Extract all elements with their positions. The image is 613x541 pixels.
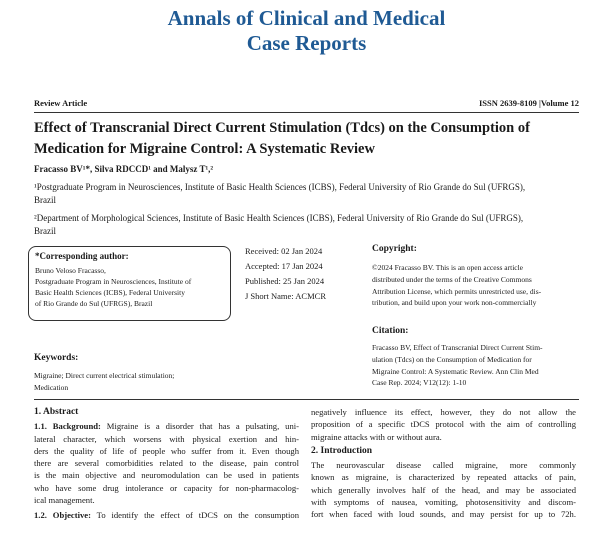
introduction-line5: fort when faced with loud sounds, and may persist for up to 72h. [311,509,576,520]
issn-volume: ISSN 2639-8109 |Volume 12 [478,98,579,108]
corresponding-author-line3: Basic Health Sciences (ICBS), Federal University [35,288,185,297]
paper-title-line1: Effect of Transcranial Direct Current Stimulation (Tdcs) on the Consumption of [34,120,530,136]
article-dates [245,244,326,304]
accepted-date: Accepted: 17 Jan 2024 [245,261,323,271]
objective-text1: To identify the effect of tDCS on the consumption [90,510,300,521]
citation-line2: ulation (Tdcs) on the Consumption of Medication for [372,354,532,364]
corresponding-author-box [28,246,231,321]
citation-line3: Migraine Control: A Systematic Review. Ann Clin Med [372,366,539,376]
journal-title [0,6,613,56]
affiliation-1-line1: ¹Postgraduate Program in Neurosciences, Institute of Basic Health Sciences (ICBS), Federal University of Rio Grande do Sul (UFRGS), [34,182,526,192]
published-date: Published: 25 Jan 2024 [245,276,325,286]
keywords-line1: Migraine; Direct current electrical stimulation; [34,371,175,380]
background-line4: there are several comorbidities related to the disease, pain control [34,458,299,469]
paper-title-line2: Medication for Migraine Control: A Systematic Review [34,141,375,157]
corresponding-author-heading: *Corresponding author: [35,251,129,261]
meta-row [34,98,579,112]
introduction-heading: 2. Introduction [311,445,373,456]
left-column [34,406,299,522]
introduction-line2: known as migraine, is characterized by repeated attacks of pain, [311,472,576,483]
right-line2: proposition of a specific tDCS protocol with the aim of controlling [311,419,576,430]
background-line5: is the main objective and neuromodulation can be used in patients [34,470,299,481]
right-column [311,406,576,521]
introduction-line3: which generally involves half of the head, and may be associated [311,484,576,495]
keywords-heading: Keywords: [34,353,79,363]
citation-line1: Fracasso BV, Effect of Transcranial Direct Current Stim- [372,343,543,352]
copyright-line4: tribution, and build upon your work non-commercially [372,298,537,308]
introduction-line1: The neurovascular disease called migraine, more commonly [311,460,576,471]
corresponding-author-line4: of Rio Grande do Sul (UFRGS), Brazil [35,299,153,308]
article-type: Review Article [34,98,88,108]
affiliation-1 [34,181,579,207]
background-label: 1.1. Background: [34,421,101,432]
right-line1: negatively influence its effect, however, they do not allow the [311,407,576,417]
copyright-line1: ©2024 Fracasso BV. This is an open access article [372,263,524,272]
keywords-text [34,370,174,393]
objective-label: 1.2. Objective: [34,510,91,521]
background-line1 [34,420,299,432]
background-text1: Migraine is a disorder that has a pulsating, uni- [100,421,299,432]
abstract-heading: 1. Abstract [34,407,79,417]
background-line6: who have some drug intolerance or capacity for non-pharmacolog- [34,482,299,493]
affiliation-1-line2: Brazil [34,195,56,205]
corresponding-author-line1: Bruno Veloso Fracasso, [35,266,106,275]
journal-title-line2: Case Reports [246,31,367,55]
received-date: Received: 02 Jan 2024 [245,246,323,256]
journal-short-name: J Short Name: ACMCR [245,291,326,301]
section-divider [34,399,579,400]
journal-title-line1: Annals of Clinical and Medical [167,6,446,30]
background-line3: ders the quality of life of people who suffer from it. Even though [34,445,299,456]
affiliation-2-line2: Brazil [34,226,56,236]
citation-heading: Citation: [372,326,409,336]
paper-title [34,118,579,160]
copyright-text [372,262,582,309]
background-line7: ical management. [34,495,95,506]
affiliation-2 [34,212,579,238]
introduction-line4: with symptoms of nausea, vomiting, photosensitivity and discom- [311,497,576,508]
corresponding-author-line2: Postgraduate Program in Neurosciences, Institute of [35,277,192,286]
citation-line4: Case Rep. 2024; V12(12): 1-10 [372,378,467,388]
authors: Fracasso BV¹*, Silva RDCCD¹ and Malysz T¹,² [34,164,214,174]
copyright-line3: Attribution License, which permits unrestricted use, dis- [372,286,542,296]
header-divider [34,112,579,113]
citation-text [372,342,582,389]
affiliation-2-line1: ²Department of Morphological Sciences, Institute of Basic Health Sciences (ICBS), Federal University of Rio Grande do Sul (UFRGS), [34,213,524,223]
right-line3: migraine attacks with or without aura. [311,431,442,442]
copyright-line2: distributed under the terms of the Creative Commons [372,274,532,284]
copyright-heading: Copyright: [372,244,417,254]
keywords-line2: Medication [34,382,69,392]
objective-line1 [34,509,299,521]
background-line2: lateral character, which worsens with physical exertion and hin- [34,433,299,444]
